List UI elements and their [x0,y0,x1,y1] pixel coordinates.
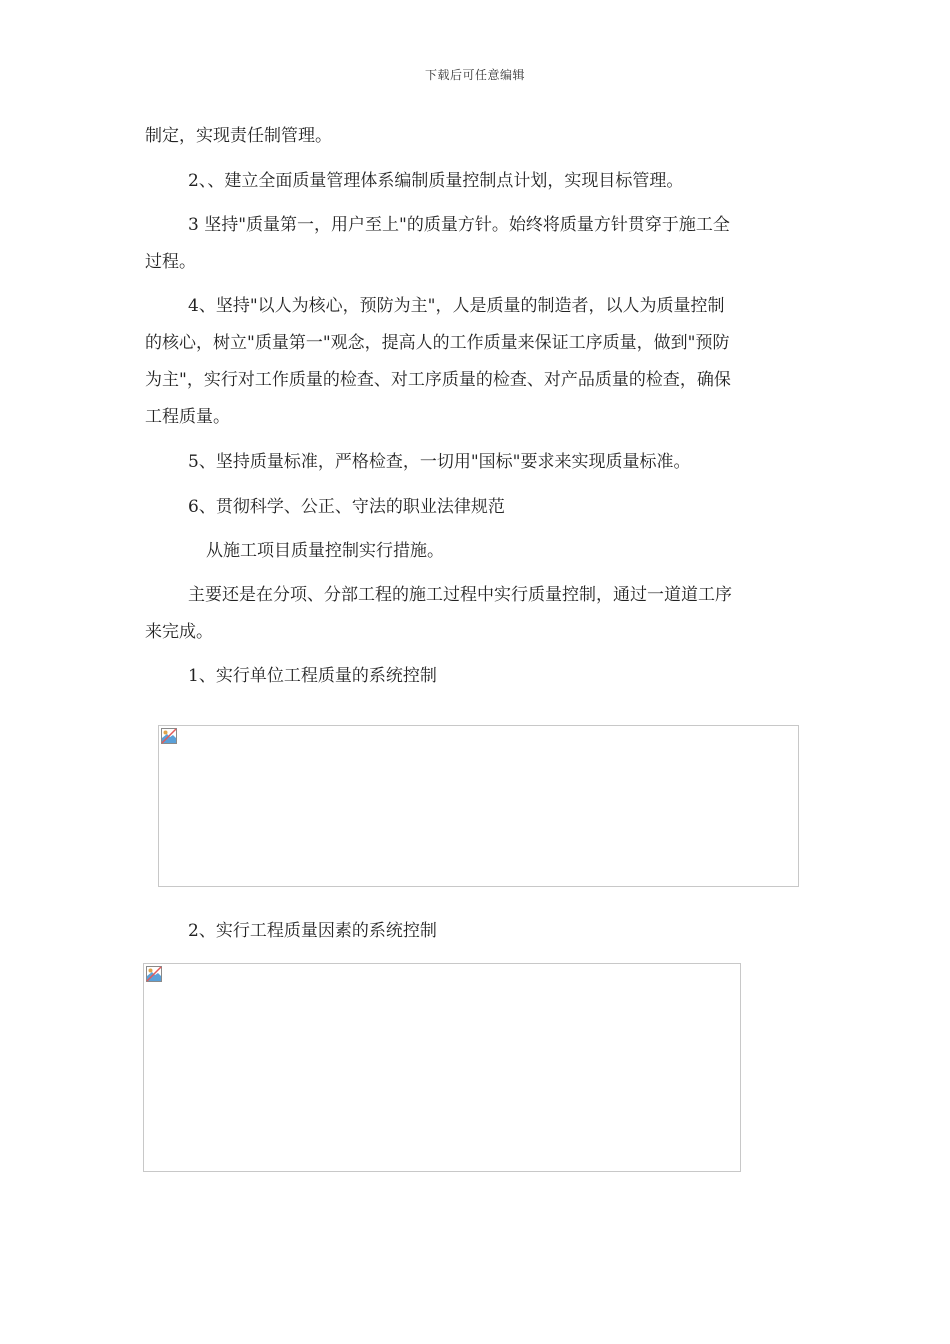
broken-image-icon [146,966,162,982]
paragraph-line: 5、坚持质量标准，严格检查，一切用"国标"要求来实现质量标准。 [188,452,691,472]
paragraph-line: 制定，实现责任制管理。 [145,126,332,146]
paragraph-line: 来完成。 [145,622,213,642]
paragraph-line: 2、实行工程质量因素的系统控制 [188,921,437,941]
paragraph-line: 2、、建立全面质量管理体系编制质量控制点计划，实现目标管理。 [188,171,684,191]
paragraph-line: 为主"，实行对工作质量的检查、对工序质量的检查、对产品质量的检查，确保 [145,370,731,390]
paragraph-line: 从施工项目质量控制实行措施。 [206,541,444,561]
paragraph-line: 主要还是在分项、分部工程的施工过程中实行质量控制，通过一道道工序 [188,585,732,605]
paragraph-line: 的核心，树立"质量第一"观念，提高人的工作质量来保证工序质量，做到"预防 [145,333,730,353]
paragraph-line: 工程质量。 [145,407,230,427]
paragraph-line: 4、坚持"以人为核心，预防为主"，人是质量的制造者，以人为质量控制 [188,296,725,316]
paragraph-line: 6、贯彻科学、公正、守法的职业法律规范 [188,497,505,517]
broken-image-icon [161,728,177,744]
broken-image-frame [158,725,799,887]
broken-image-frame [143,963,741,1172]
paragraph-line: 过程。 [145,252,196,272]
paragraph-line: 1、实行单位工程质量的系统控制 [188,666,437,686]
paragraph-line: 3 坚持"质量第一，用户至上"的质量方针。始终将质量方针贯穿于施工全 [188,215,730,235]
page-header: 下载后可任意编辑 [424,68,525,82]
